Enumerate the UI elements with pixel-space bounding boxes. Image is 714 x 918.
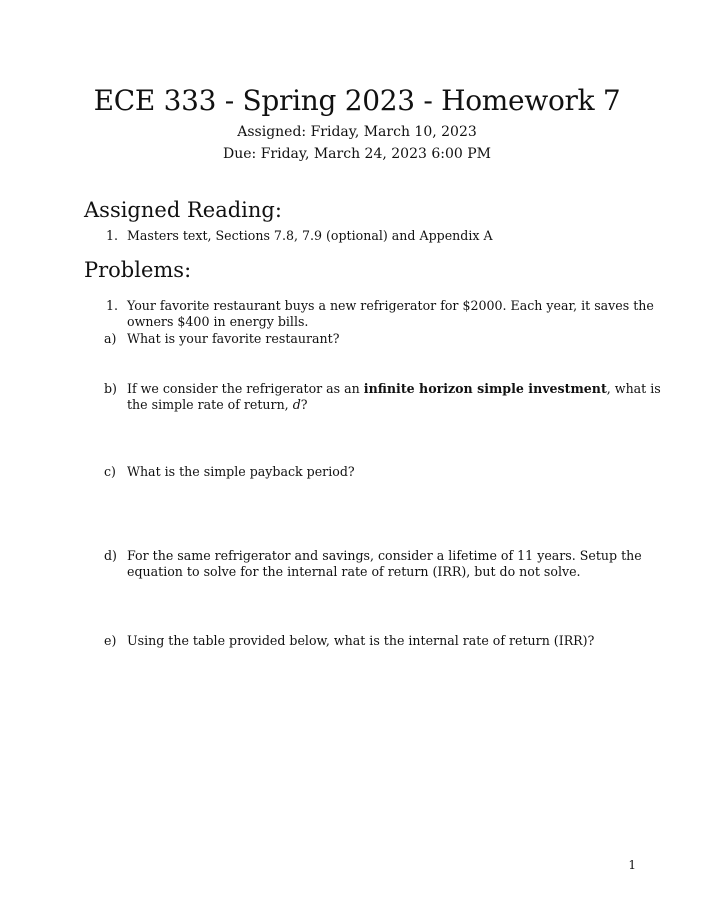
part-c-text: What is the simple payback period? <box>127 464 355 479</box>
page-title: ECE 333 - Spring 2023 - Homework 7 <box>93 84 621 117</box>
problem-1-marker: 1. <box>106 298 119 313</box>
problem-1-text-line2: owners $400 in energy bills. <box>127 314 309 329</box>
page-number: 1 <box>628 858 636 872</box>
part-d-text-line2: equation to solve for the internal rate of return (IRR), but do not solve. <box>127 564 581 579</box>
assigned-date: Assigned: Friday, March 10, 2023 <box>237 124 477 140</box>
problems-heading: Problems: <box>84 258 192 282</box>
part-e-text: Using the table provided below, what is the internal rate of return (IRR)? <box>127 633 595 648</box>
problem-1-text-line1: Your favorite restaurant buys a new refrigerator for $2000. Each year, it saves the <box>127 298 654 313</box>
reading-item-marker: 1. <box>106 228 119 243</box>
part-b-text-line2 <box>127 397 308 413</box>
part-b-line2-post: ? <box>300 397 308 412</box>
part-b-marker: b) <box>104 381 117 396</box>
part-b-post: , what is <box>606 381 661 396</box>
part-a-text: What is your favorite restaurant? <box>127 331 340 346</box>
part-b-line2-pre: the simple rate of return, <box>127 397 293 412</box>
part-b-bold-term: infinite horizon simple investment <box>363 381 607 396</box>
part-e-marker: e) <box>104 633 117 648</box>
due-date: Due: Friday, March 24, 2023 6:00 PM <box>223 146 491 162</box>
part-d-marker: d) <box>104 548 117 563</box>
part-d-text-line1: For the same refrigerator and savings, consider a lifetime of 11 years. Setup the <box>127 548 642 563</box>
part-b-text-line1 <box>127 381 661 397</box>
part-a-marker: a) <box>104 331 117 346</box>
reading-item-text: Masters text, Sections 7.8, 7.9 (optional) and Appendix A <box>127 228 493 243</box>
assigned-reading-heading: Assigned Reading: <box>84 198 282 222</box>
part-b-variable: d <box>292 397 301 412</box>
part-c-marker: c) <box>104 464 116 479</box>
part-b-pre: If we consider the refrigerator as an <box>127 381 364 396</box>
